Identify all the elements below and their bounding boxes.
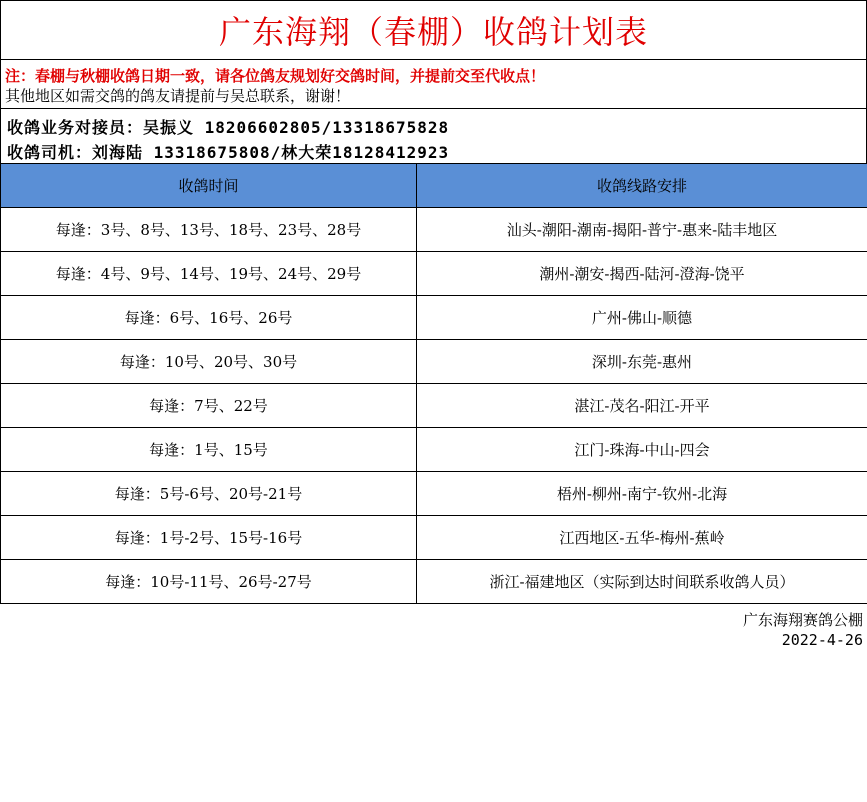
table-row — [1, 252, 867, 296]
table-row — [1, 340, 867, 384]
cell-route: 浙江-福建地区（实际到达时间联系收鸽人员） — [417, 560, 867, 604]
cell-time: 每逢：10号-11号、26号-27号 — [1, 560, 417, 604]
cell-route: 广州-佛山-顺德 — [417, 296, 867, 340]
table-row — [1, 560, 867, 604]
cell-time: 每逢：1号-2号、15号-16号 — [1, 516, 417, 560]
footer-date: 2022-4-26 — [781, 631, 863, 649]
table-row — [1, 428, 867, 472]
table-header-row — [1, 164, 867, 208]
cell-time: 每逢：7号、22号 — [1, 384, 417, 428]
notes-section — [0, 59, 867, 109]
cell-time: 每逢：3号、8号、13号、18号、23号、28号 — [1, 208, 417, 252]
notice-contact: 其他地区如需交鸽的鸽友请提前与吴总联系，谢谢！ — [5, 87, 351, 105]
footer-organization: 广东海翔赛鸽公棚 — [742, 611, 863, 629]
cell-time: 每逢：5号-6号、20号-21号 — [1, 472, 417, 516]
cell-route: 梧州-柳州-南宁-钦州-北海 — [417, 472, 867, 516]
contact-driver: 收鸽司机：刘海陆 13318675808/林大荣18128412923 — [7, 143, 450, 162]
header-route: 收鸽线路安排 — [417, 164, 867, 208]
cell-route: 湛江-茂名-阳江-开平 — [417, 384, 867, 428]
page-title: 广东海翔（春棚）收鸽计划表 — [0, 0, 867, 60]
table-row — [1, 472, 867, 516]
cell-time: 每逢：10号、20号、30号 — [1, 340, 417, 384]
contact-coordinator: 收鸽业务对接员：吴振义 18206602805/13318675828 — [7, 118, 450, 137]
cell-route: 江门-珠海-中山-四会 — [417, 428, 867, 472]
cell-route: 汕头-潮阳-潮南-揭阳-普宁-惠来-陆丰地区 — [417, 208, 867, 252]
table-row — [1, 296, 867, 340]
cell-route: 深圳-东莞-惠州 — [417, 340, 867, 384]
cell-route: 江西地区-五华-梅州-蕉岭 — [417, 516, 867, 560]
schedule-table — [0, 163, 867, 604]
cell-time: 每逢：1号、15号 — [1, 428, 417, 472]
contacts-section — [0, 109, 867, 163]
cell-time: 每逢：6号、16号、26号 — [1, 296, 417, 340]
notice-red: 注：春棚与秋棚收鸽日期一致，请各位鸽友规划好交鸽时间，并提前交至代收点！ — [5, 67, 546, 85]
header-time: 收鸽时间 — [1, 164, 417, 208]
table-row — [1, 208, 867, 252]
cell-route: 潮州-潮安-揭西-陆河-澄海-饶平 — [417, 252, 867, 296]
table-row — [1, 384, 867, 428]
cell-time: 每逢：4号、9号、14号、19号、24号、29号 — [1, 252, 417, 296]
table-row — [1, 516, 867, 560]
